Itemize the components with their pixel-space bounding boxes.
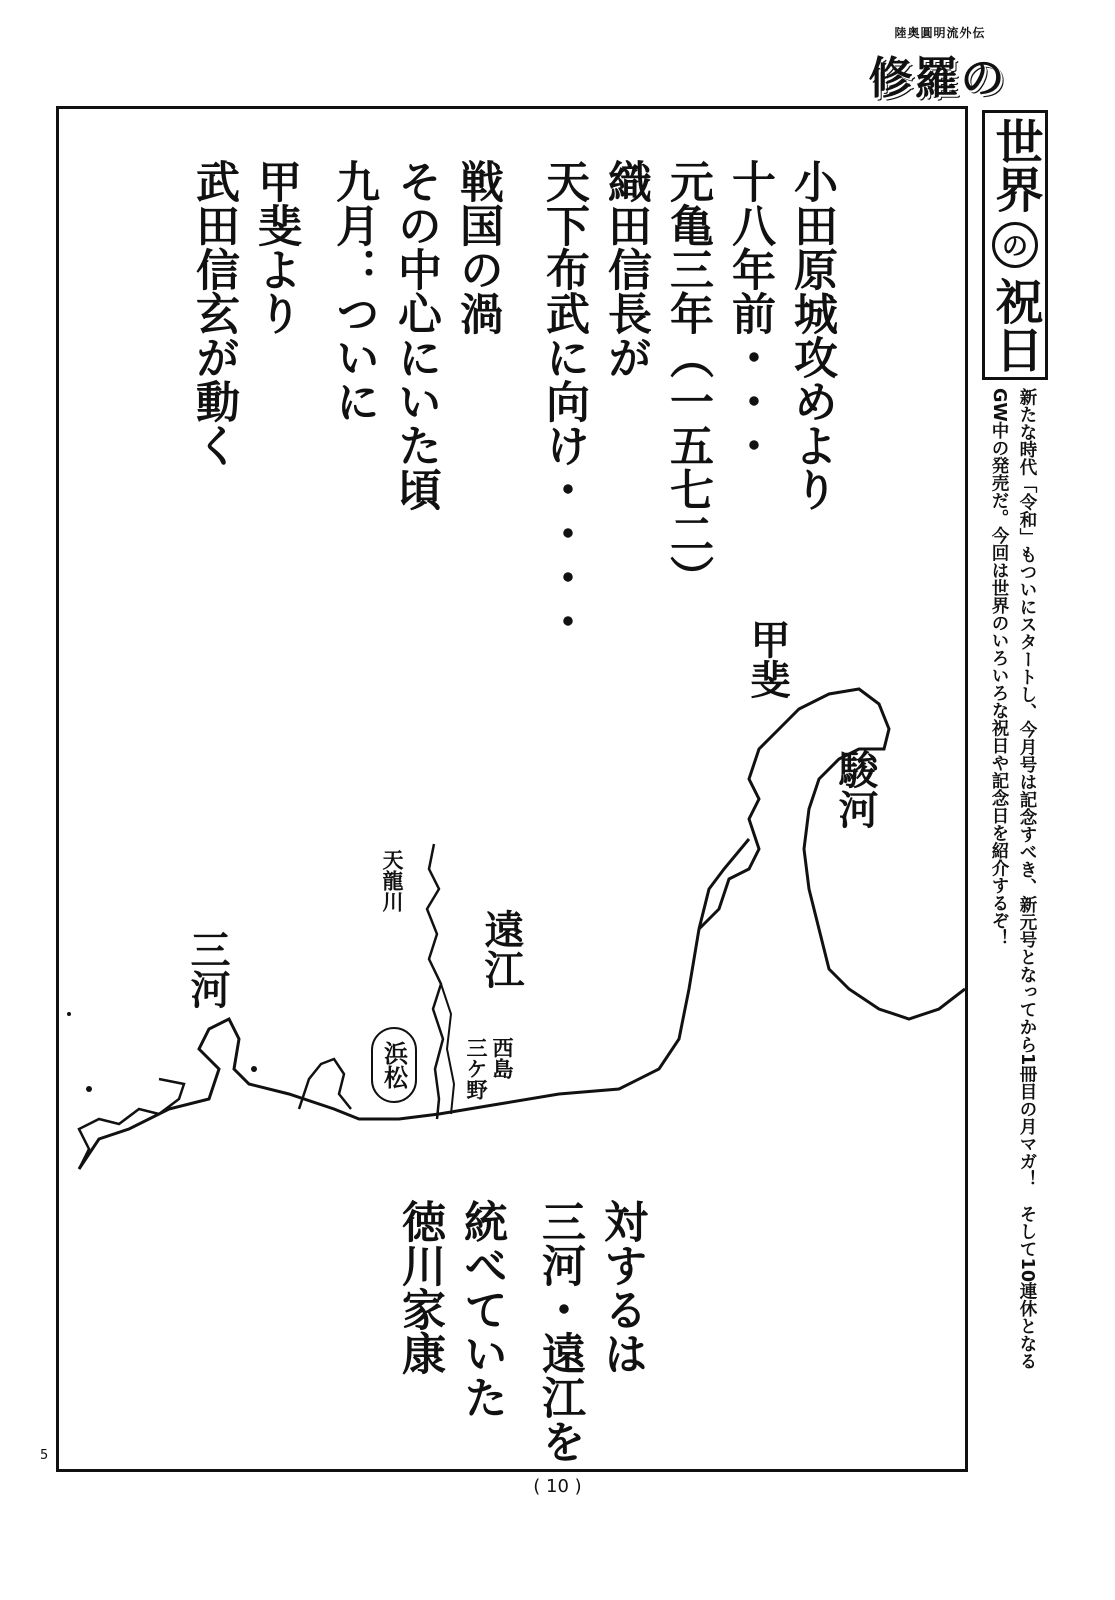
- narration-line-8: 九月：ついに: [328, 159, 379, 423]
- sidebar-title-bottom: 祝日: [987, 276, 1043, 373]
- narration-bottom-4: 徳川家康: [394, 1199, 445, 1375]
- narration-line-6: 戦国の渦: [452, 159, 503, 335]
- islet: [86, 1086, 92, 1092]
- narration-bottom-1: 対するは: [596, 1199, 647, 1375]
- map-panel: [56, 106, 968, 1472]
- islet: [67, 1012, 71, 1016]
- label-hamamatsu: 浜松: [379, 1041, 409, 1089]
- narration-line-4: 織田信長が: [600, 159, 651, 379]
- narration-line-10: 武田信玄が動く: [188, 159, 239, 467]
- narration-line-7: その中心にいた頃: [390, 159, 441, 511]
- narration-line-9: 甲斐より: [250, 159, 301, 335]
- label-mikatano: 三ケ野: [464, 1037, 488, 1100]
- sidebar-body-line-2: GW中の発売だ。今回は世界のいろいろな祝日や記念日を紹介するぞ！: [989, 388, 1009, 947]
- series-title-logo: 修羅の: [868, 53, 1007, 104]
- label-suruga: 駿河: [832, 749, 879, 829]
- narration-line-5: 天下布武に向け・・・・: [538, 159, 589, 643]
- page-number: ( 10 ): [533, 1476, 582, 1497]
- label-nishijima: 西島: [490, 1037, 514, 1079]
- series-subtitle: 陸奥圓明流外伝: [894, 26, 986, 40]
- label-totomi: 遠江: [478, 909, 525, 989]
- narration-bottom-2: 三河・遠江を: [534, 1199, 585, 1463]
- narration-line-2: 十八年前・・・: [724, 159, 775, 467]
- islet: [251, 1066, 257, 1072]
- sidebar-column: [976, 106, 1054, 1472]
- narration-line-3: 元亀三年（一五七二）: [662, 159, 713, 599]
- tenryu-river-east: [441, 984, 454, 1114]
- narration-line-1: 小田原城攻めより: [786, 159, 837, 511]
- narration-bottom-3: 統べていた: [456, 1199, 507, 1419]
- page-marker: 5: [40, 1448, 49, 1463]
- sidebar-title-mid: の: [992, 222, 1038, 268]
- label-kai: 甲斐: [744, 619, 791, 699]
- sidebar-title-top: 世界: [987, 117, 1043, 214]
- label-tenryugawa: 天龍川: [380, 849, 404, 912]
- sea-area: [59, 809, 965, 1469]
- sidebar-title-box: [982, 110, 1048, 380]
- tenryu-river: [427, 844, 443, 1119]
- hamamatsu-castle-marker: [371, 1027, 417, 1103]
- label-mikawa: 三河: [184, 929, 231, 1009]
- sidebar-body-line-1: 新たな時代「令和」もついにスタートし、今月号は記念すべき、新元号となってから1冊目の月マガ！ そして10連休となる: [1017, 388, 1037, 1370]
